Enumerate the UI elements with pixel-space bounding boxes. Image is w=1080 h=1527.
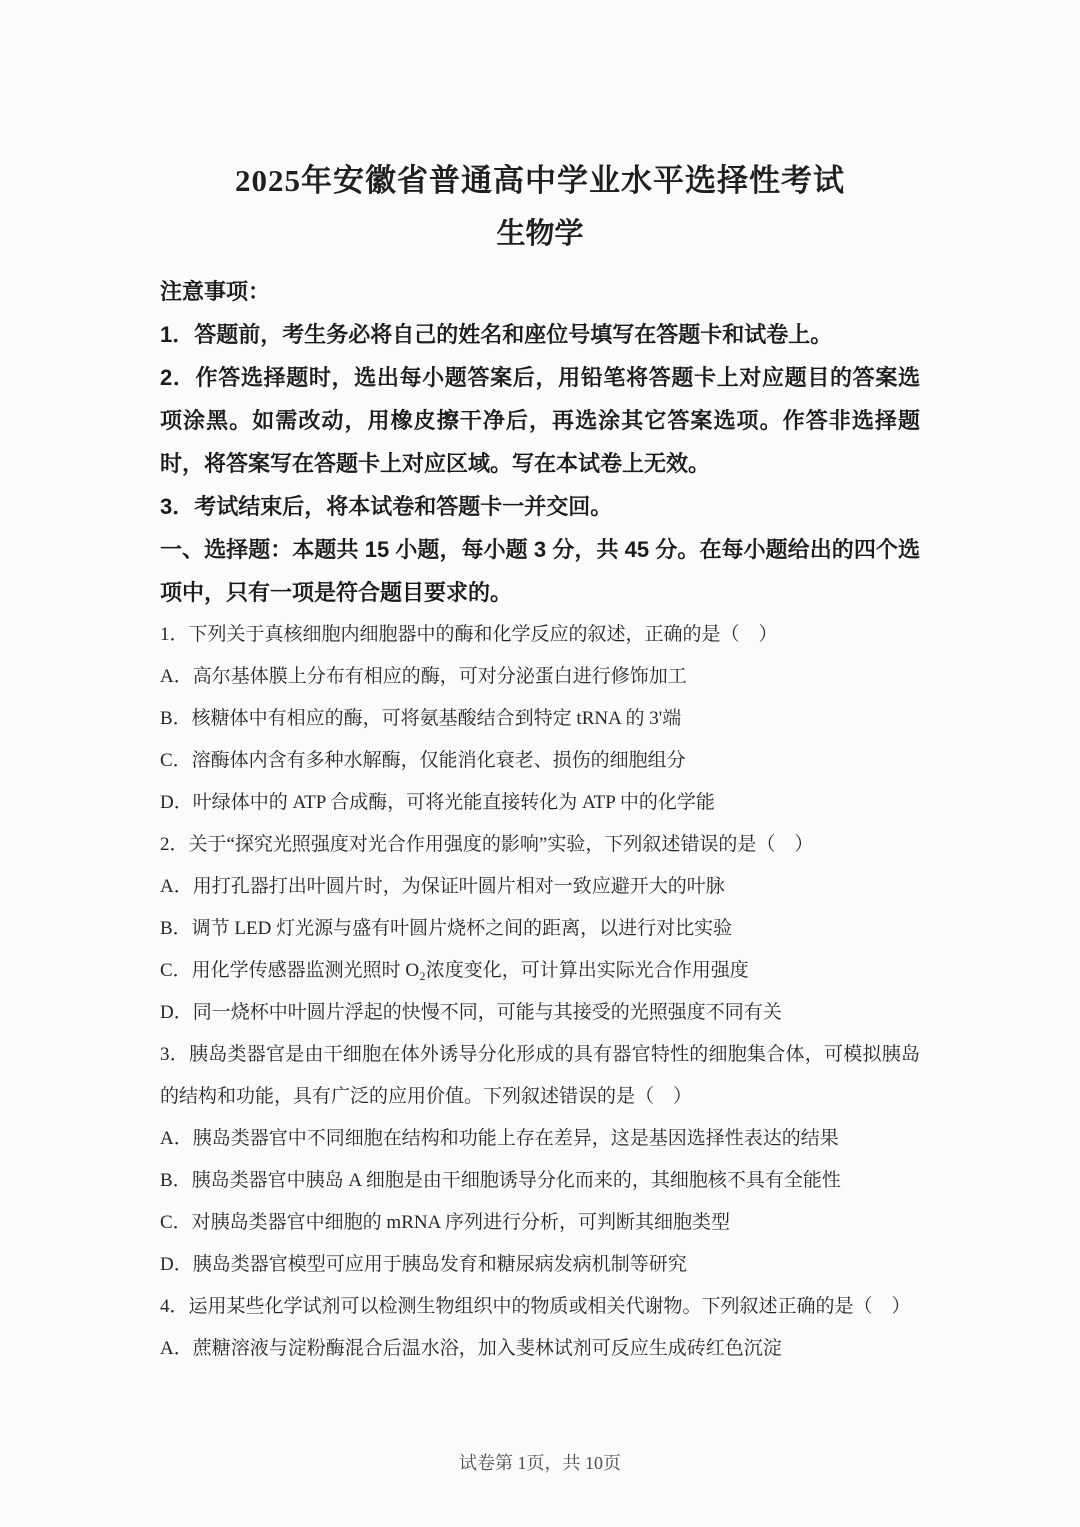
question-1-option-a: A．高尔基体膜上分布有相应的酶，可对分泌蛋白进行修饰加工 <box>160 666 687 687</box>
page-title: 2025年安徽省普通高中学业水平选择性考试 <box>235 163 845 198</box>
question-2-option-c: C．用化学传感器监测光照时 O₂浓度变化，可计算出实际光合作用强度 <box>160 960 749 981</box>
question-3-option-b: B．胰岛类器官中胰岛 A 细胞是由干细胞诱导分化而来的，其细胞核不具有全能性 <box>160 1170 841 1191</box>
notice-heading: 注意事项： <box>160 279 271 304</box>
question-2-option-d: D．同一烧杯中叶圆片浮起的快慢不同，可能与其接受的光照强度不同有关 <box>160 1002 782 1023</box>
page-footer <box>0 1448 1080 1478</box>
question-1 <box>160 614 920 824</box>
question-1-option-b: B．核糖体中有相应的酶，可将氨基酸结合到特定 tRNA 的 3'端 <box>160 708 682 729</box>
notice-item-1: 1．答题前，考生务必将自己的姓名和座位号填写在答题卡和试卷上。 <box>160 322 833 347</box>
question-2-option-b: B．调节 LED 灯光源与盛有叶圆片烧杯之间的距离，以进行对比实验 <box>160 918 733 939</box>
question-3-option-a: A．胰岛类器官中不同细胞在结构和功能上存在差异，这是基因选择性表达的结果 <box>160 1128 839 1149</box>
question-3-stem: 3．胰岛类器官是由干细胞在体外诱导分化形成的具有器官特性的细胞集合体，可模拟胰岛的结构和功能，具有广泛的应用价值。下列叙述错误的是（ ） <box>160 1044 920 1107</box>
notice-item-2: 2．作答选择题时，选出每小题答案后，用铅笔将答题卡上对应题目的答案选项涂黑。如需改动，用橡皮擦干净后，再选涂其它答案选项。作答非选择题时，将答案写在答题卡上对应区域。写在本试卷上无效。 <box>160 365 920 476</box>
question-2-option-a: A．用打孔器打出叶圆片时，为保证叶圆片相对一致应避开大的叶脉 <box>160 876 725 897</box>
page-number-label: 试卷第 1页，共 10页 <box>459 1453 621 1473</box>
notice-section <box>160 270 920 614</box>
section-heading: 一、选择题：本题共 15 小题，每小题 3 分，共 45 分。在每小题给出的四个选项中，只有一项是符合题目要求的。 <box>160 537 920 605</box>
question-4-option-a: A．蔗糖溶液与淀粉酶混合后温水浴，加入斐林试剂可反应生成砖红色沉淀 <box>160 1338 782 1359</box>
question-4 <box>160 1286 920 1370</box>
question-3 <box>160 1034 920 1286</box>
question-1-option-c: C．溶酶体内含有多种水解酶，仅能消化衰老、损伤的细胞组分 <box>160 750 686 771</box>
question-3-option-d: D．胰岛类器官模型可应用于胰岛发育和糖尿病发病机制等研究 <box>160 1254 687 1275</box>
question-1-stem: 1．下列关于真核细胞内细胞器中的酶和化学反应的叙述，正确的是（ ） <box>160 624 778 645</box>
questions-list <box>160 614 920 1370</box>
question-2 <box>160 824 920 1034</box>
question-1-option-d: D．叶绿体中的 ATP 合成酶，可将光能直接转化为 ATP 中的化学能 <box>160 792 715 813</box>
question-2-stem: 2．关于“探究光照强度对光合作用强度的影响”实验，下列叙述错误的是（ ） <box>160 834 814 855</box>
question-3-option-c: C．对胰岛类器官中细胞的 mRNA 序列进行分析，可判断其细胞类型 <box>160 1212 731 1233</box>
question-4-stem: 4．运用某些化学试剂可以检测生物组织中的物质或相关代谢物。下列叙述正确的是（ ） <box>160 1296 911 1317</box>
notice-item-3: 3．考试结束后，将本试卷和答题卡一并交回。 <box>160 494 613 519</box>
page-subject: 生物学 <box>496 218 584 250</box>
